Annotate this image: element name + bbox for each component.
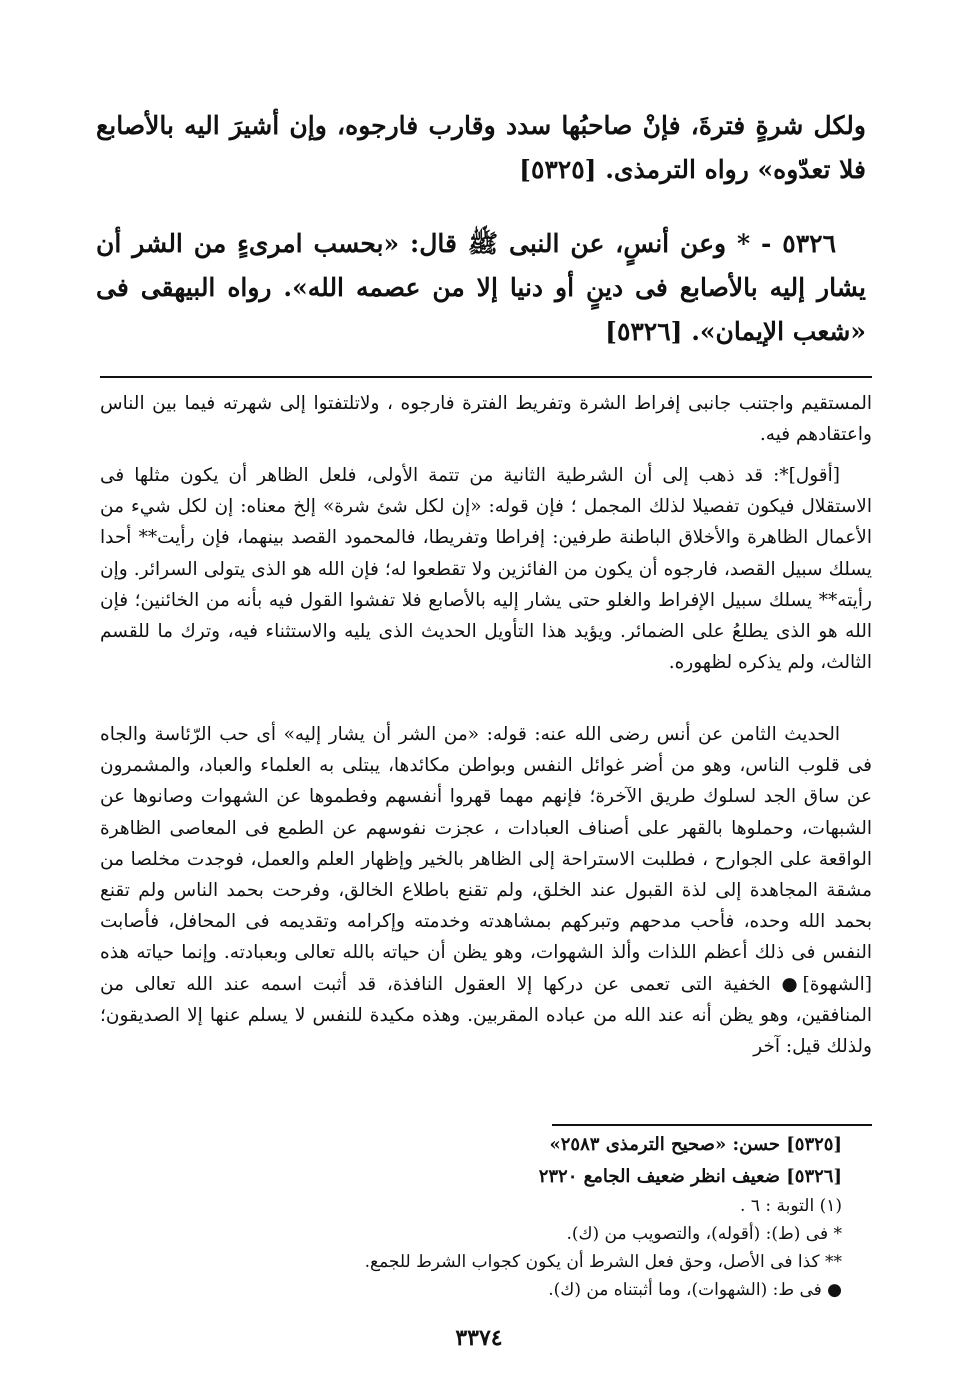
footnotes-list — [142, 1130, 842, 1306]
text-separator-line — [100, 376, 872, 378]
footnote-item: ** كذا فى الأصل، وحق فعل الشرط أن يكون كجواب الشرط للجمع. — [364, 1252, 842, 1272]
footnote-grading-5326: [٥٣٢٦] ضعيف انظر ضعيف الجامع ٢٣٢٠ — [538, 1166, 842, 1187]
footnote-item: (١) التوبة : ٦ . — [740, 1196, 842, 1216]
footnote-item: ● فى ط: (الشهوات)، وما أثبتناه من (ك). — [548, 1280, 842, 1300]
footnote-separator-line — [552, 1124, 872, 1126]
commentary-paragraph: [أقول]*: قد ذهب إلى أن الشرطية الثانية من تتمة الأولى، فلعل الظاهر أن يكون مثلها فى الاستقلال فيكون تفصيلا لذلك المجمل ؛ فإن قوله: «إن لكل شئ شرة» إلخ معناه: إن لكل شيء من الأعمال الظاهرة والأخلاق الباطنة طرفين: إفراطا وتفريطا، فالمحمود القصد بينهما، فإن رأيت** أحدا يسلك سبيل القصد، فارجوه أن يكون من الفائزين ولا تقطعوا له؛ فإن الله هو الذى يتولى السرائر. وإن رأيته** يسلك سبيل الإفراط والغلو حتى يشار إليه بالأصابع فلا تفشوا القول فيه بأنه من الخائنين؛ فإن الله هو الذى يطلعُ على الضمائر. ويؤيد هذا التأويل الحديث الذى يليه والاستثناء فيه، وترك ما للقسم الثالث، ولم يذكره لظهوره. — [100, 465, 872, 674]
footnote-item: * فى (ط): (أقوله)، والتصويب من (ك). — [566, 1224, 842, 1244]
commentary-paragraph: الحديث الثامن عن أنس رضى الله عنه: قوله: «من الشر أن يشار إليه» أى حب الرّئاسة والجاه فى قلوب الناس، وهو من أضر غوائل النفس وبواطن مكائدها، يبتلى به العلماء والعباد، والمشمرون عن ساق الجد لسلوك طريق الآخرة؛ فإنهم مهما قهروا أنفسهم وفطموها عن الشهوات وصانوها عن الشبهات، وحملوها بالقهر على أصناف العبادات ، عجزت نفوسهم عن الطمع فى المعاصى الظاهرة الواقعة على الجوارح ، فطلبت الاستراحة إلى الظاهر بالخير وإظهار العلم والعمل، فوجدت مخلصا من مشقة المجاهدة إلى لذة القبول عند الخلق، ولم تقنع باطلاع الخالق، وفرحت بحمد الناس ولم تقنع بحمد الله وحده، فأحب مدحهم وتبركهم بمشاهدته وخدمته وإكرامه وتقديمه فى المحافل، فأصابت النفس فى ذلك أعظم اللذات وألذ الشهوات، وهو يظن أن حياته بالله تعالى وبعبادته. وإنما حياته هذه [الشهوة]● الخفية التى تعمى عن دركها إلا العقول النافذة، قد أثبت اسمه عند الله تعالى من المنافقين، وهو يظن أنه عند الله من عباده المقربين. وهذه مكيدة للنفس لا يسلم عنها إلا الصديقون؛ ولذلك قيل: آخر — [100, 724, 872, 1058]
footnote-grading-5325: [٥٣٢٥] حسن: «صحيح الترمذى ٢٥٨٣» — [549, 1134, 842, 1155]
commentary-paragraph: المستقيم واجتنب جانبى إفراط الشرة وتفريط الفترة فارجوه ، ولاتلتفتوا إلى شهرته فيما بين الناس واعتقادهم فيه. — [100, 393, 872, 446]
hadith-text-continuation: ولكل شرةٍ فترةَ، فإنْ صاحبُها سدد وقارب فارجوه، وإن أشيرَ اليه بالأصابع فلا تعدّوه» رواه الترمذى. [٥٣٢٥] — [96, 111, 866, 184]
page-number: ٣٣٧٤ — [455, 1325, 503, 1351]
hadith-text-5326: ٥٣٢٦ - * وعن أنسٍ، عن النبى ﷺ قال: «بحسب امرىءٍ من الشر أن يشار إليه بالأصابع فى دينٍ أو دنيا إلا من عصمه الله». رواه البيهقى فى «شعب الإيمان». [٥٣٢٦] — [96, 229, 866, 346]
